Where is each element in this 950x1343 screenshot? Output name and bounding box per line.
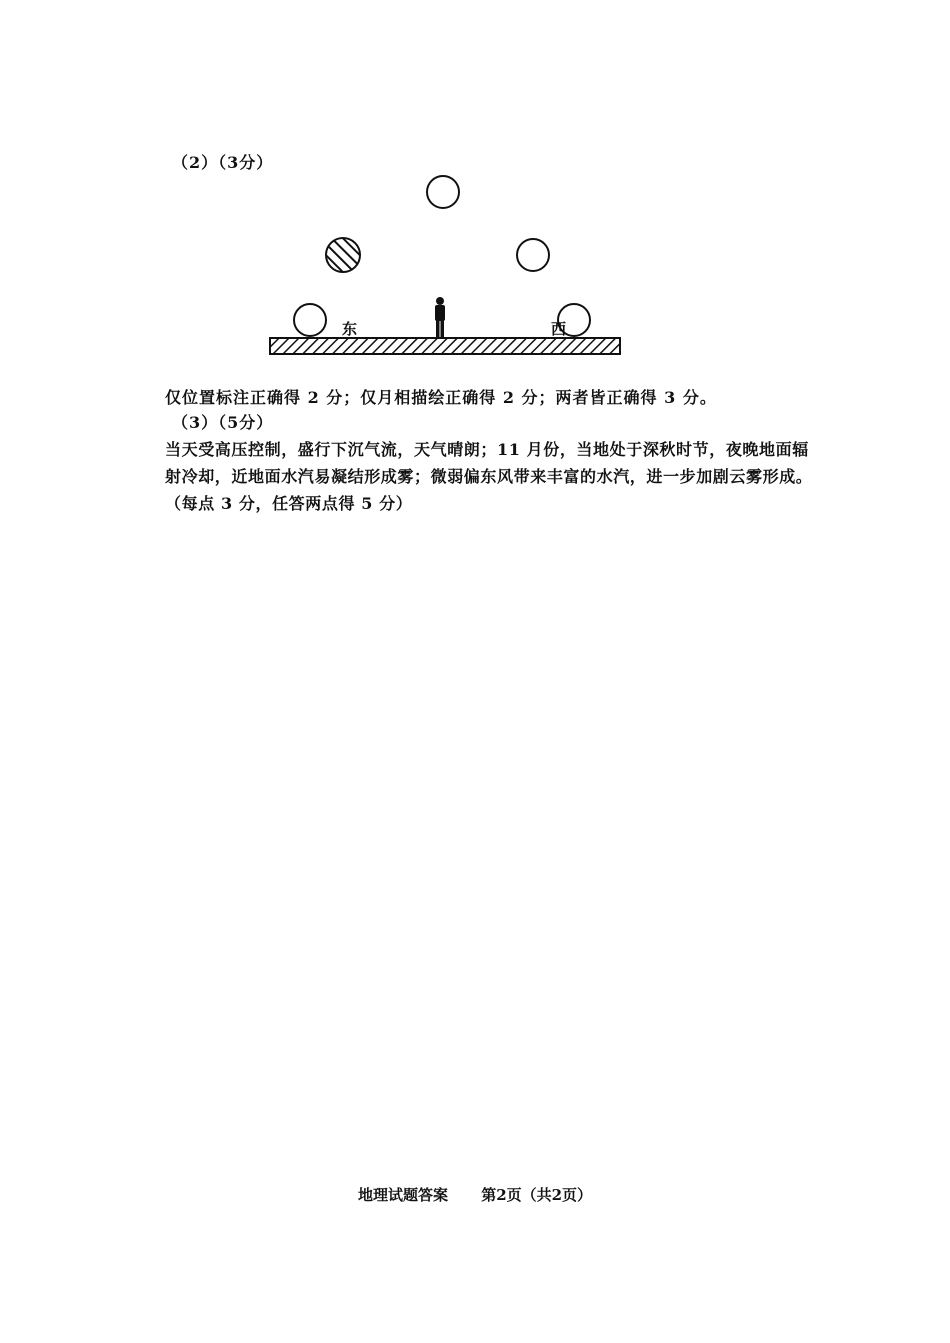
footer-page-number: 第2页（共2页） bbox=[481, 1186, 593, 1204]
question-3-answer: 当天受高压控制，盛行下沉气流，天气晴朗；11 月份，当地处于深秋时节，夜晚地面辐射冷却，近地面水汽易凝结形成雾；微弱偏东风带来丰富的水汽，进一步加剧云雾形成。（每点 3 分，任答两点得 5 分） bbox=[165, 440, 813, 513]
ground bbox=[270, 338, 620, 354]
person-icon bbox=[435, 297, 445, 338]
east-label: 东 bbox=[342, 320, 358, 338]
moon-position-east-horizon bbox=[294, 304, 326, 336]
moon-position-diagram bbox=[260, 168, 630, 368]
moon-position-zenith bbox=[427, 176, 459, 208]
question-2-scoring: 仅位置标注正确得 2 分；仅月相描绘正确得 2 分；两者皆正确得 3 分。 bbox=[165, 388, 717, 407]
question-2-heading: （2）（3分） bbox=[172, 153, 274, 172]
footer-title: 地理试题答案 bbox=[357, 1186, 448, 1204]
west-label: 西 bbox=[551, 320, 567, 338]
moon-position-east-high bbox=[326, 238, 360, 272]
page-footer bbox=[0, 1184, 950, 1205]
question-3-heading: （3）（5分） bbox=[172, 413, 274, 432]
moon-position-west-high bbox=[517, 239, 549, 271]
